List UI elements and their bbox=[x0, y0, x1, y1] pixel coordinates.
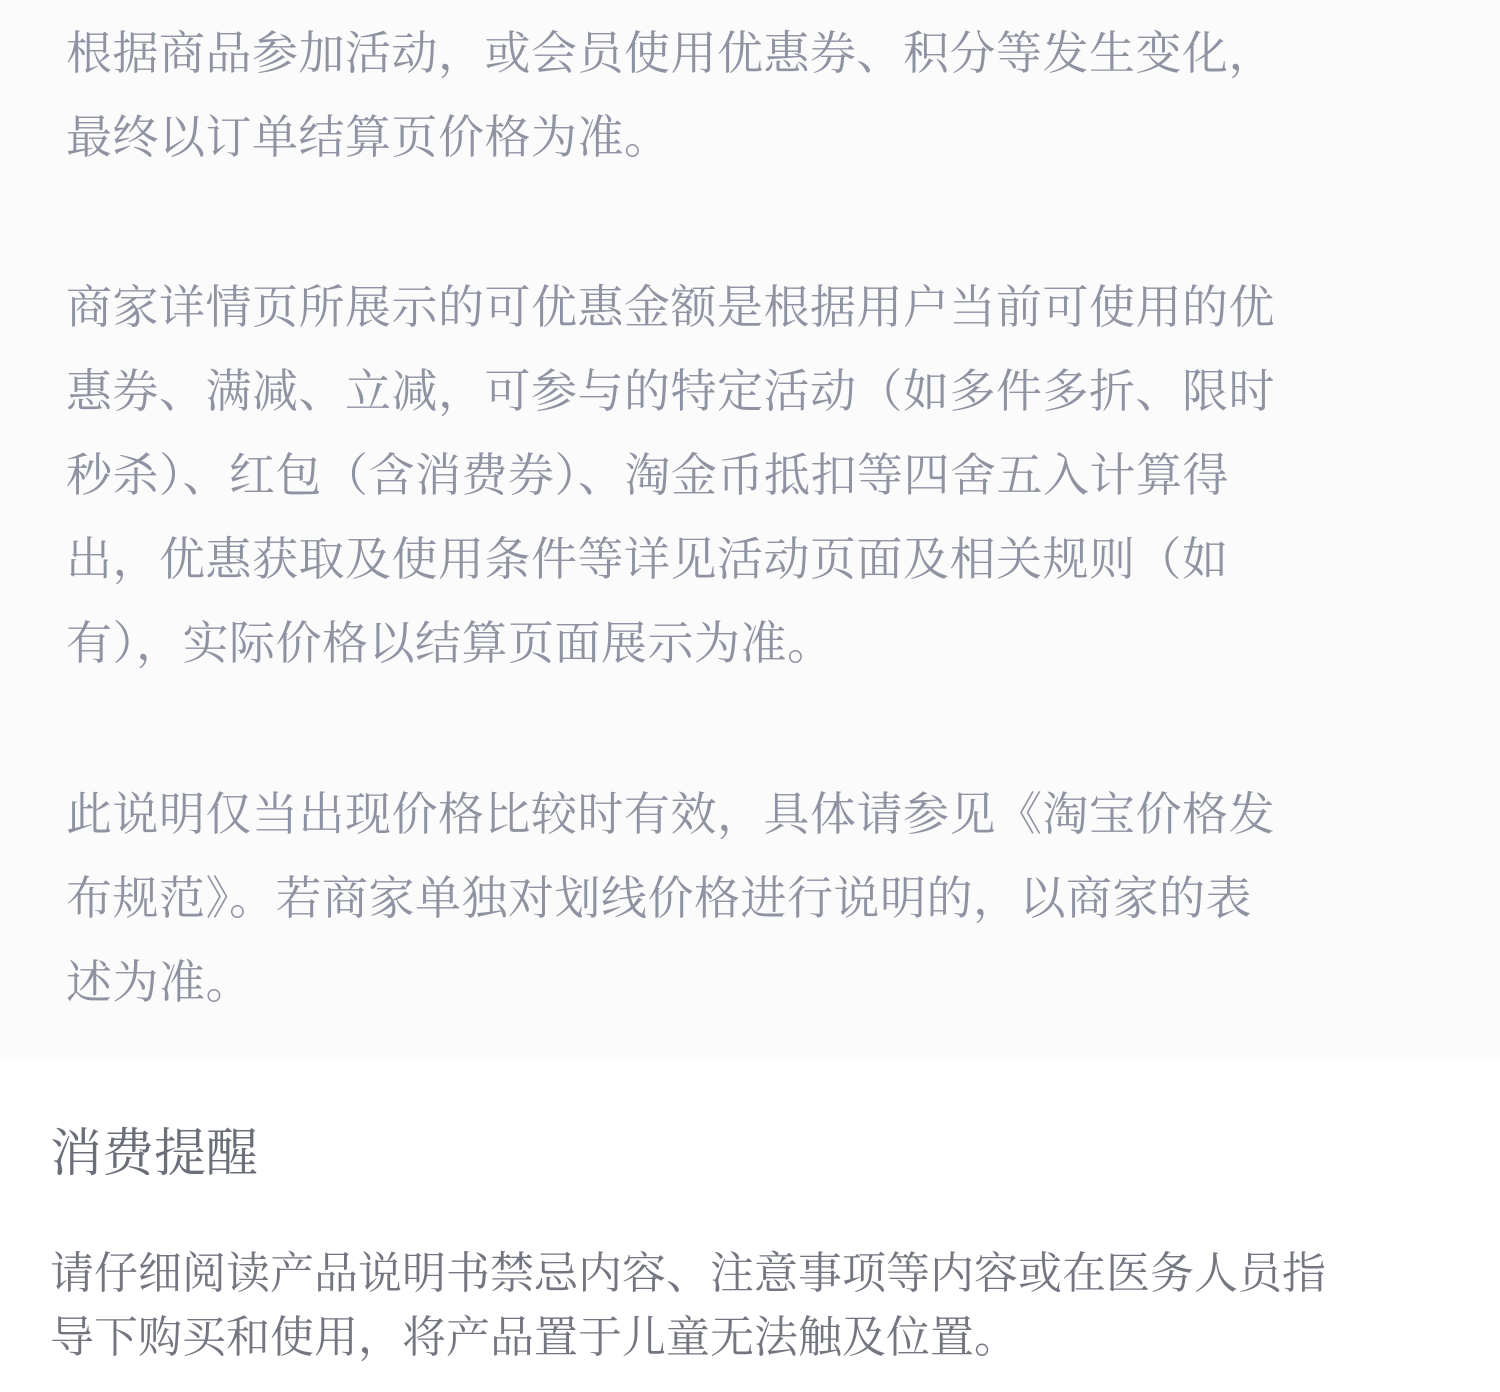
price-notice-paragraph-1: 根据商品参加活动，或会员使用优惠券、积分等发生变化， 最终以订单结算页价格为准。 bbox=[66, 26, 1275, 164]
price-notice-paragraph-2: 商家详情页所展示的可优惠金额是根据用户当前可使用的优 惠券、满减、立减，可参与的特定活动（如多件多折、限时 秒杀）、红包（含消费券）、淘金币抵扣等四舍五入计算得 出，优惠获取及使用条件等详见活动页面及相关规则（如 有），实际价格以结算页面展示为准。 bbox=[66, 280, 1275, 670]
consumption-reminder-text: 请仔细阅读产品说明书禁忌内容、注意事项等内容或在医务人员指 导下购买和使用，将产品置于儿童无法触及位置。 bbox=[50, 1248, 1326, 1363]
price-notice-paragraph-3: 此说明仅当出现价格比较时有效，具体请参见《淘宝价格发 布规范》。若商家单独对划线价格进行说明的，以商家的表 述为准。 bbox=[66, 787, 1275, 1009]
consumption-reminder-title: 消费提醒 bbox=[50, 1124, 259, 1184]
